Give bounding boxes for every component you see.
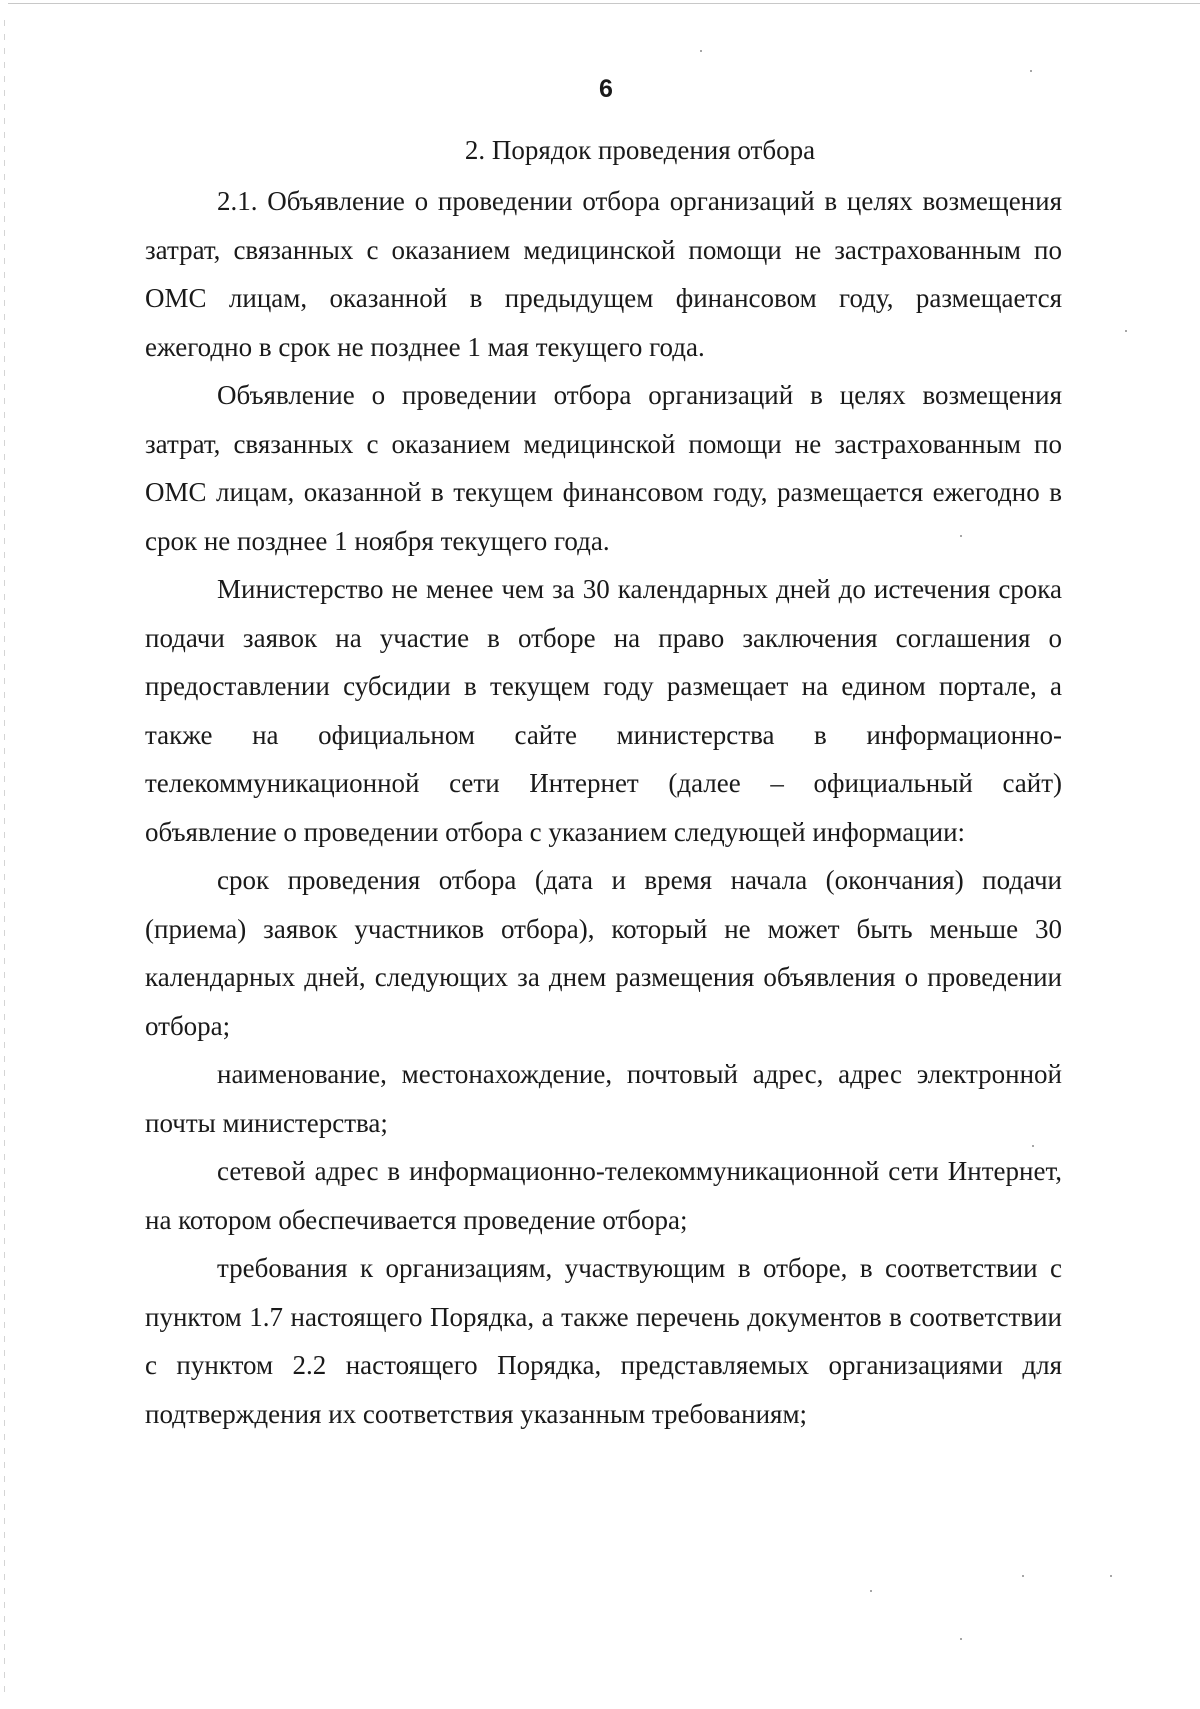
paragraph-announcement-current-year: Объявление о проведении отбора организаций в целях возмещения затрат, связанных с оказанием медицинской помощи не застрахованным по ОМС лицам, оказанной в текущем финансовом году, размещается ежегодно в срок не позднее 1 ноября текущего года. <box>145 380 1062 556</box>
scan-speck <box>960 1638 962 1640</box>
scan-speck <box>870 1590 872 1592</box>
scan-left-edge <box>4 20 5 1700</box>
paragraph-2-1: 2.1. Объявление о проведении отбора организаций в целях возмещения затрат, связанных с оказанием медицинской помощи не застрахованным по ОМС лицам, оказанной в предыдущем финансовом году, размещается ежегодно в срок не позднее 1 мая текущего года. <box>145 186 1062 362</box>
scan-speck <box>960 535 962 537</box>
paragraph-selection-period: срок проведения отбора (дата и время начала (окончания) подачи (приема) заявок участников отбора), который не может быть меньше 30 календарных дней, следующих за днем размещения объявления о проведении отбора; <box>145 865 1062 1041</box>
scan-speck <box>1032 1145 1034 1147</box>
paragraph-ministry-contacts: наименование, местонахождение, почтовый адрес, адрес электронной почты министерства; <box>145 1059 1062 1138</box>
scan-speck <box>1022 1575 1024 1577</box>
scan-speck <box>700 50 702 52</box>
paragraph-ministry-publication: Министерство не менее чем за 30 календарных дней до истечения срока подачи заявок на участие в отборе на право заключения соглашения о предоставлении субсидии в текущем году размещает на едином портале, а также на официальном сайте министерства в информационно-телекоммуникационной сети Интернет (далее – официальный сайт) объявление о проведении отбора с указанием следующей информации: <box>145 574 1062 847</box>
document-body <box>145 177 1062 1438</box>
scan-speck <box>1125 330 1127 332</box>
section-heading: 2. Порядок проведения отбора <box>464 135 816 165</box>
paragraph-requirements: требования к организациям, участвующим в отборе, в соответствии с пунктом 1.7 настоящего Порядка, а также перечень документов в соответствии с пунктом 2.2 настоящего Порядка, представляемых организациями для подтверждения их соответствия указанным требованиям; <box>145 1253 1062 1429</box>
paragraph-network-address: сетевой адрес в информационно-телекоммуникационной сети Интернет, на котором обеспечивается проведение отбора; <box>145 1156 1062 1235</box>
page-number: 6 <box>599 75 613 103</box>
scan-speck <box>1110 1575 1112 1577</box>
scan-speck <box>1030 70 1032 72</box>
page-top-edge <box>8 3 1200 4</box>
